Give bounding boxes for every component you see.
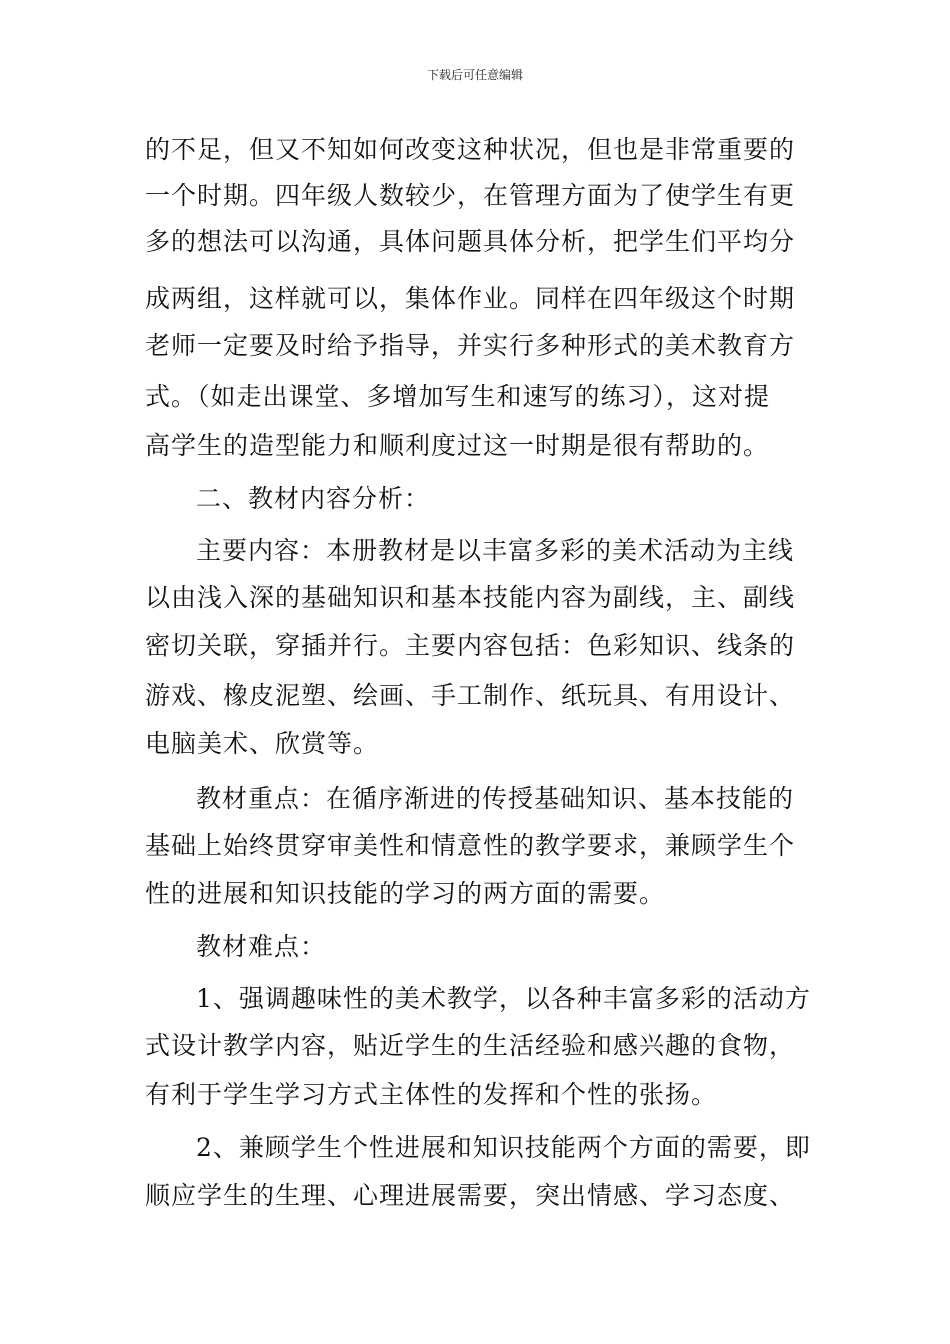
paragraph-start: 主要内容：本册教材是以丰富多彩的美术活动为主线 [196, 536, 795, 565]
subsection-heading: 教材难点： [196, 932, 327, 961]
body-line: 以由浅入深的基础知识和基本技能内容为副线，主、副线 [145, 583, 796, 612]
section-heading: 二、教材内容分析： [196, 484, 431, 513]
list-item-start: 1、强调趣味性的美术教学，以各种丰富多彩的活动方 [196, 984, 811, 1013]
body-line: 成两组，这样就可以，集体作业。同样在四年级这个时期 [145, 284, 796, 313]
body-line: 电脑美术、欣赏等。 [145, 729, 380, 758]
page-header: 下载后可任意编辑 [426, 68, 523, 82]
body-line: 式设计教学内容，贴近学生的生活经验和感兴趣的食物， [145, 1031, 796, 1060]
body-line: 高学生的造型能力和顺利度过这一时期是很有帮助的。 [145, 431, 770, 460]
body-line: 式。（如走出课堂、多增加写生和速写的练习），这对提 [145, 382, 771, 411]
body-line: 一个时期。四年级人数较少，在管理方面为了使学生有更 [145, 181, 796, 210]
body-line: 顺应学生的生理、心理进展需要，突出情感、学习态度、 [145, 1181, 796, 1210]
list-item-start: 2、兼顾学生个性进展和知识技能两个方面的需要，即 [196, 1133, 811, 1162]
body-line: 多的想法可以沟通，具体问题具体分析，把学生们平均分 [145, 227, 796, 256]
body-line: 游戏、橡皮泥塑、绘画、手工制作、纸玩具、有用设计、 [145, 681, 796, 710]
body-line: 性的进展和知识技能的学习的两方面的需要。 [145, 879, 666, 908]
body-line: 有利于学生学习方式主体性的发挥和个性的张扬。 [145, 1080, 718, 1109]
paragraph-start: 教材重点：在循序渐进的传授基础知识、基本技能的 [196, 784, 795, 813]
body-line: 基础上始终贯穿审美性和情意性的教学要求，兼顾学生个 [145, 831, 796, 860]
body-line: 密切关联，穿插并行。主要内容包括：色彩知识、线条的 [145, 631, 796, 660]
body-line: 的不足，但又不知如何改变这种状况，但也是非常重要的 [145, 135, 796, 164]
body-line: 老师一定要及时给予指导，并实行多种形式的美术教育方 [145, 331, 796, 360]
